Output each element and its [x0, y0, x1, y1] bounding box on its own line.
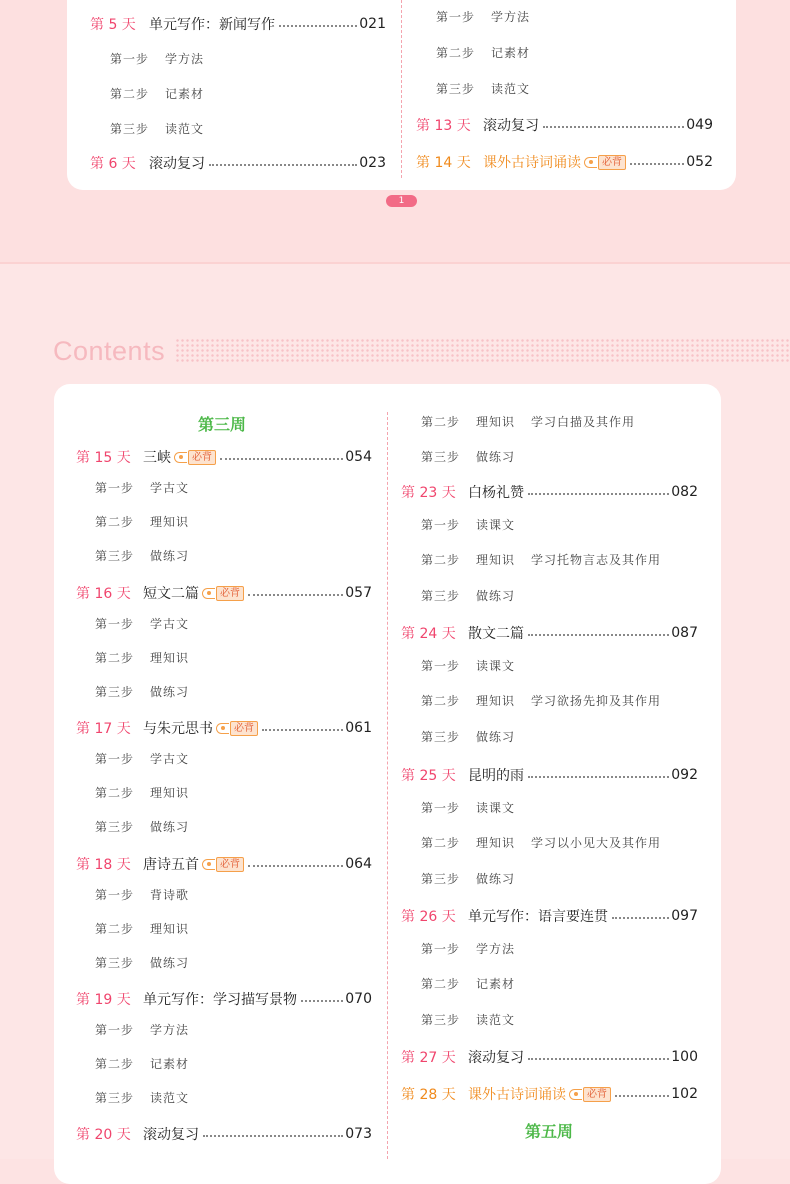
- step-line: 第一步 学古文: [95, 616, 190, 631]
- toc-entry[interactable]: [76, 445, 372, 469]
- day-label: 第 25 天: [401, 768, 456, 784]
- toc-entry[interactable]: [76, 581, 372, 605]
- day-label: 第 14 天: [416, 155, 471, 171]
- day-label: 第 5 天: [90, 17, 136, 33]
- toc-entry[interactable]: [416, 150, 713, 174]
- column-divider: [401, 0, 402, 178]
- page-number-pill: 1: [386, 195, 417, 207]
- dot-leader: [528, 493, 669, 495]
- day-label: 第 23 天: [401, 485, 456, 501]
- entry-title: 与朱元思书: [143, 721, 213, 737]
- day-label: 第 24 天: [401, 626, 456, 642]
- step-line: 第一步 背诗歌: [95, 887, 190, 902]
- day-label: 第 27 天: [401, 1050, 456, 1066]
- step-line: 第二步 理知识 学习以小见大及其作用: [421, 835, 662, 850]
- dot-leader: [209, 164, 357, 166]
- badge-ribbon-icon: [569, 1089, 582, 1100]
- step-line: 第三步 做练习: [421, 449, 516, 464]
- toc-entry[interactable]: [401, 904, 698, 928]
- step-line: 第三步 做练习: [421, 588, 516, 603]
- page-number: 097: [671, 908, 698, 924]
- step-line: 第二步 记素材: [436, 45, 531, 60]
- entry-title: 单元写作：学习描写景物: [143, 992, 297, 1008]
- step-line: 第一步 学方法: [95, 1022, 190, 1037]
- step-line: 第二步 理知识 学习白描及其作用: [421, 414, 636, 429]
- step-line: 第一步 学方法: [110, 51, 205, 66]
- entry-title: 滚动复习: [483, 118, 539, 134]
- badge-ribbon-icon: [202, 588, 215, 599]
- badge-ribbon-icon: [174, 452, 187, 463]
- page-number: 087: [671, 625, 698, 641]
- dot-leader: [615, 1095, 669, 1097]
- step-line: 第二步 理知识: [95, 785, 190, 800]
- must-memorize-badge: 必背: [202, 857, 244, 872]
- entry-title: 唐诗五首: [143, 857, 199, 873]
- step-line: 第一步 学古文: [95, 480, 190, 495]
- page-number: 054: [345, 449, 372, 465]
- step-line: 第二步 理知识 学习欲扬先抑及其作用: [421, 693, 662, 708]
- page-number: 102: [671, 1086, 698, 1102]
- step-line: 第一步 读课文: [421, 517, 516, 532]
- must-memorize-badge: 必背: [584, 155, 626, 170]
- step-line: 第二步 记素材: [110, 86, 205, 101]
- step-line: 第三步 读范文: [110, 121, 205, 136]
- entry-title: 单元写作：语言要连贯: [468, 909, 608, 925]
- entry-title: 白杨礼赞: [468, 485, 524, 501]
- day-label: 第 19 天: [76, 992, 131, 1008]
- toc-entry[interactable]: [90, 151, 386, 175]
- page-number: 049: [686, 117, 713, 133]
- entry-title: 课外古诗词诵读: [468, 1087, 566, 1103]
- badge-ribbon-icon: [216, 723, 229, 734]
- dot-leader: [248, 865, 343, 867]
- step-line: 第三步 做练习: [421, 729, 516, 744]
- dot-leader: [528, 634, 669, 636]
- toc-entry[interactable]: [76, 852, 372, 876]
- step-line: 第一步 学方法: [436, 9, 531, 24]
- entry-title: 短文二篇: [143, 586, 199, 602]
- toc-entry[interactable]: [90, 12, 386, 36]
- entry-title: 昆明的雨: [468, 768, 524, 784]
- step-line: 第三步 读范文: [421, 1012, 516, 1027]
- dot-leader: [248, 594, 343, 596]
- page-number: 057: [345, 585, 372, 601]
- toc-entry[interactable]: [416, 113, 713, 137]
- toc-entry[interactable]: [401, 621, 698, 645]
- toc-entry[interactable]: [76, 716, 372, 740]
- step-line: 第一步 读课文: [421, 800, 516, 815]
- step-line: 第二步 理知识: [95, 921, 190, 936]
- page-number: 021: [359, 16, 386, 32]
- dot-leader: [630, 163, 684, 165]
- page-number: 073: [345, 1126, 372, 1142]
- dotted-decoration: [175, 338, 790, 364]
- day-label: 第 13 天: [416, 118, 471, 134]
- badge-ribbon-icon: [584, 157, 597, 168]
- day-label: 第 26 天: [401, 909, 456, 925]
- entry-title: 散文二篇: [468, 626, 524, 642]
- must-memorize-badge: 必背: [202, 586, 244, 601]
- entry-title: 三峡: [143, 450, 171, 466]
- day-label: 第 28 天: [401, 1087, 456, 1103]
- dot-leader: [220, 458, 343, 460]
- step-line: 第三步 读范文: [436, 81, 531, 96]
- day-label: 第 18 天: [76, 857, 131, 873]
- step-line: 第三步 读范文: [95, 1090, 190, 1105]
- dot-leader: [301, 1000, 343, 1002]
- dot-leader: [203, 1135, 343, 1137]
- day-label: 第 6 天: [90, 156, 136, 172]
- day-label: 第 17 天: [76, 721, 131, 737]
- page-number: 070: [345, 991, 372, 1007]
- step-line: 第二步 记素材: [95, 1056, 190, 1071]
- page-number: 100: [671, 1049, 698, 1065]
- page-number: 061: [345, 720, 372, 736]
- must-memorize-badge: 必背: [569, 1087, 611, 1102]
- entry-title: 滚动复习: [143, 1127, 199, 1143]
- toc-entry[interactable]: [76, 987, 372, 1011]
- step-line: 第一步 学古文: [95, 751, 190, 766]
- page-number: 064: [345, 856, 372, 872]
- day-label: 第 15 天: [76, 450, 131, 466]
- step-line: 第一步 读课文: [421, 658, 516, 673]
- dot-leader: [612, 917, 669, 919]
- day-label: 第 16 天: [76, 586, 131, 602]
- dot-leader: [528, 776, 669, 778]
- toc-entry[interactable]: [76, 1122, 372, 1146]
- must-memorize-badge: 必背: [174, 450, 216, 465]
- dot-leader: [279, 25, 357, 27]
- day-label: 第 20 天: [76, 1127, 131, 1143]
- dot-leader: [528, 1058, 669, 1060]
- week-heading: 第三周: [198, 415, 247, 434]
- step-line: 第三步 做练习: [95, 684, 190, 699]
- toc-entry[interactable]: [401, 763, 698, 787]
- entry-title: 滚动复习: [149, 156, 205, 172]
- entry-title: 课外古诗词诵读: [483, 155, 581, 171]
- step-line: 第三步 做练习: [421, 871, 516, 886]
- contents-heading: Contents: [53, 336, 166, 366]
- step-line: 第二步 理知识 学习托物言志及其作用: [421, 552, 662, 567]
- entry-title: 滚动复习: [468, 1050, 524, 1066]
- step-line: 第一步 学方法: [421, 941, 516, 956]
- page-number: 023: [359, 155, 386, 171]
- page-number: 052: [686, 154, 713, 170]
- column-divider: [387, 412, 388, 1159]
- dot-leader: [543, 126, 684, 128]
- dot-leader: [262, 729, 343, 731]
- entry-title: 单元写作：新闻写作: [149, 17, 275, 33]
- step-line: 第二步 记素材: [421, 976, 516, 991]
- toc-entry[interactable]: [401, 1082, 698, 1106]
- page-number: 092: [671, 767, 698, 783]
- step-line: 第二步 理知识: [95, 514, 190, 529]
- toc-entry[interactable]: [401, 480, 698, 504]
- step-line: 第三步 做练习: [95, 955, 190, 970]
- week-heading: 第五周: [525, 1122, 574, 1141]
- step-line: 第三步 做练习: [95, 819, 190, 834]
- toc-entry[interactable]: [401, 1045, 698, 1069]
- badge-ribbon-icon: [202, 859, 215, 870]
- page-number: 082: [671, 484, 698, 500]
- step-line: 第三步 做练习: [95, 548, 190, 563]
- must-memorize-badge: 必背: [216, 721, 258, 736]
- step-line: 第二步 理知识: [95, 650, 190, 665]
